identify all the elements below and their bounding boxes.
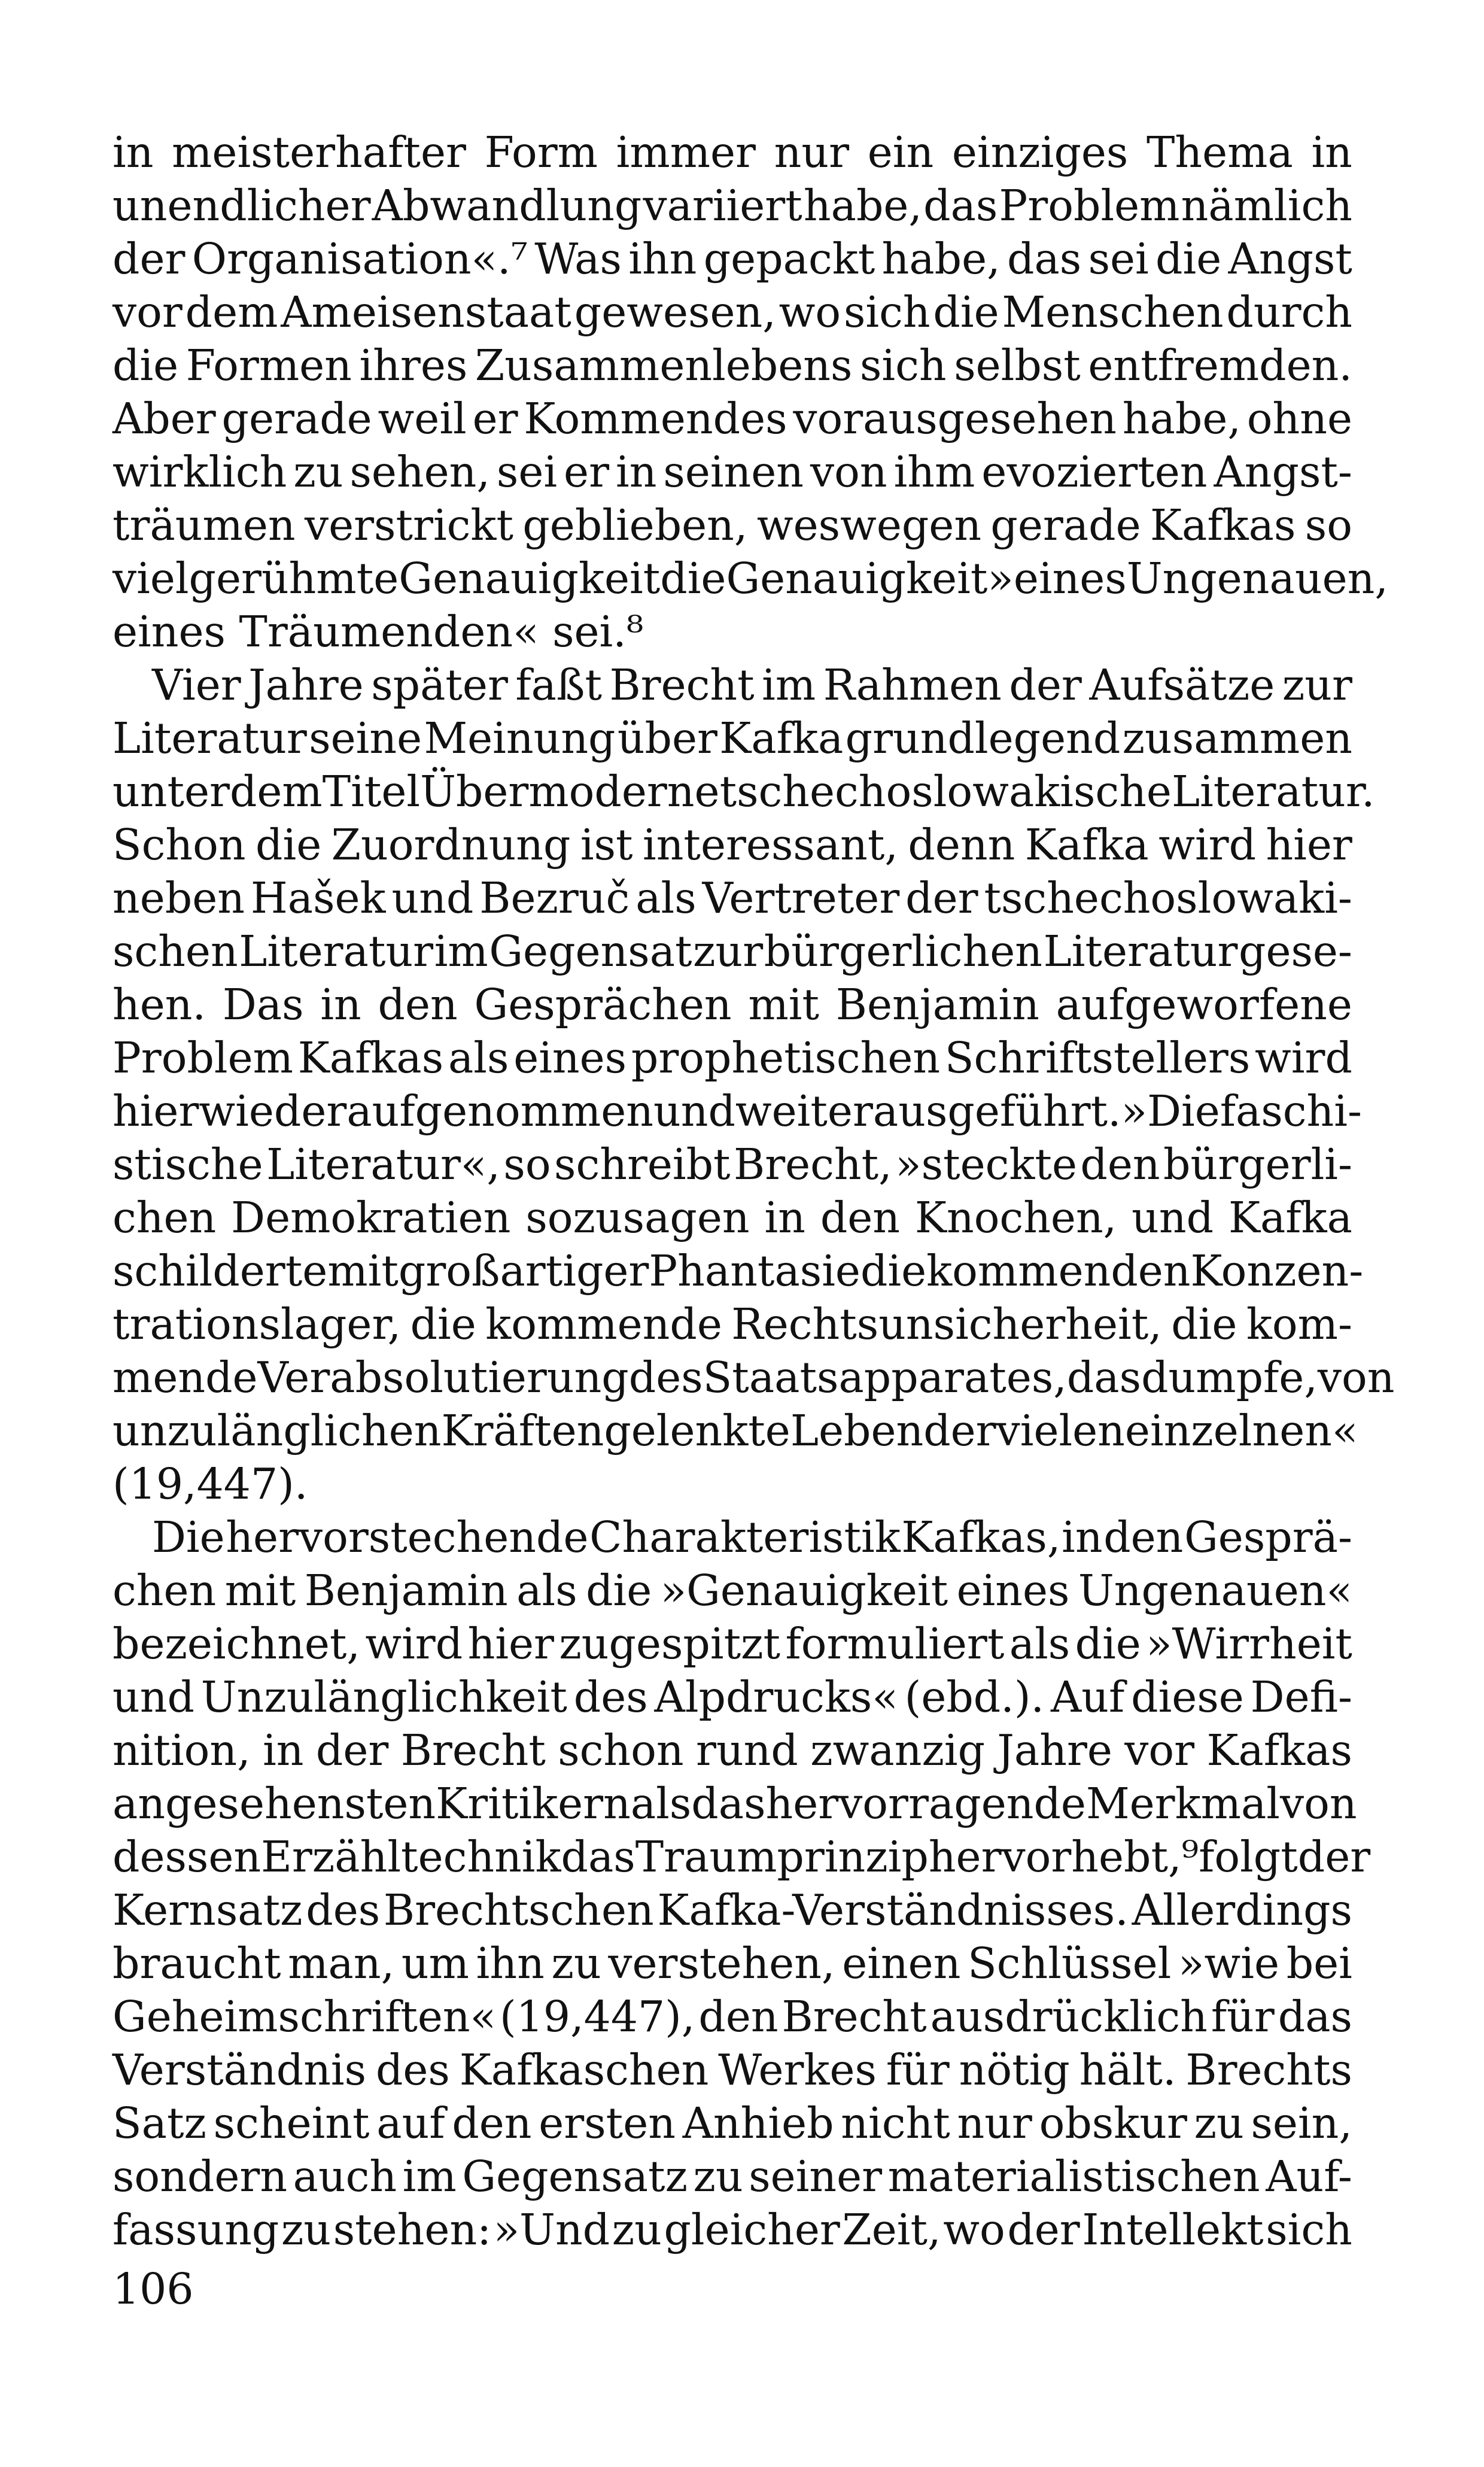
text-line: Vier Jahre später faßt Brecht im Rahmen der Aufsätze zur bbox=[152, 660, 1352, 710]
text-line: schilderte mit großartiger Phantasie die kommenden Konzen- bbox=[112, 1246, 1364, 1296]
text-line: angesehensten Kritikern als das hervorragende Merkmal von bbox=[112, 1779, 1357, 1828]
text-line: Die hervorstechende Charakteristik Kafkas, in den Gesprä- bbox=[152, 1512, 1352, 1562]
text-line: fassung zu stehen: »Und zu gleicher Zeit, wo der Intellekt sich bbox=[112, 2205, 1352, 2255]
text-line: schen Literatur im Gegensat zur bürgerlichen Literatur gese- bbox=[112, 926, 1352, 976]
text-line: trationslager, die kommende Rechtsunsicherheit, die kom- bbox=[112, 1299, 1352, 1349]
text-line: chen mit Benjamin als die »Genauigkeit eines Ungenauen« bbox=[112, 1566, 1352, 1615]
text-line: unzulänglichen Kräften gelenkte Leben der vielen einzelnen« bbox=[112, 1406, 1358, 1456]
text-line: hier wieder aufgenommen und weiter ausgeführt. »Die faschi- bbox=[112, 1086, 1362, 1136]
text-line: träumen verstrickt geblieben, weswegen gerade Kafkas so bbox=[112, 500, 1352, 550]
text-line: neben Hašek und Bezruč als Vertreter der tschechoslowaki- bbox=[112, 873, 1352, 923]
text-line: stische Literatur«, so schreibt Brecht, »steckte den bürgerli- bbox=[112, 1140, 1352, 1189]
text-line: und Unzulänglichkeit des Alpdrucks« (ebd.). Auf diese Defi- bbox=[112, 1672, 1352, 1722]
text-line: nition, in der Brecht schon rund zwanzig Jahre vor Kafkas bbox=[112, 1725, 1352, 1775]
text-line: sondern auch im Gegensatz zu seiner materialistischen Auf- bbox=[112, 2152, 1352, 2201]
body-text bbox=[112, 126, 1395, 2256]
text-line: Problem Kafkas als eines prophetischen Schriftstellers wird bbox=[112, 1033, 1352, 1083]
page-number: 106 bbox=[112, 2264, 194, 2314]
text-line: bezeichnet, wird hier zugespitzt formuliert als die »Wirrheit bbox=[112, 1619, 1352, 1669]
text-line: hen. Das in den Gesprächen mit Benjamin aufgeworfene bbox=[112, 980, 1352, 1029]
text-line: unter dem Titel Über moderne tschechoslowakische Literatur. bbox=[112, 767, 1375, 816]
text-line: Aber gerade weil er Kommendes vorausgesehen habe, ohne bbox=[112, 394, 1352, 443]
text-line: chen Demokratien sozusagen in den Knochen, und Kafka bbox=[112, 1193, 1352, 1242]
text-line: vor dem Ameisenstaat gewesen, wo sich die Menschen durch bbox=[112, 287, 1352, 337]
text-line: mende Verabsolutierung des Staatsapparates, das dumpfe, von bbox=[112, 1353, 1395, 1402]
text-line: Schon die Zuordnung ist interessant, denn Kafka wird hier bbox=[112, 820, 1352, 870]
text-line: dessen Erzähltechnik das Traumprinzip hervorhebt,⁹ folgt der bbox=[112, 1832, 1371, 1882]
text-line: (19,447). bbox=[112, 1459, 308, 1509]
text-line: unendlicher Abwandlung variiert habe, das Problem nämlich bbox=[112, 181, 1352, 230]
text-line: eines Träumenden« sei.⁸ bbox=[112, 607, 644, 657]
text-line: in meisterhafter Form immer nur ein einziges Thema in bbox=[112, 127, 1352, 177]
text-line: braucht man, um ihn zu verstehen, einen Schlüssel »wie bei bbox=[112, 1939, 1352, 1988]
text-line: der Organisation«.⁷ Was ihn gepackt habe, das sei die Angst bbox=[112, 234, 1352, 284]
text-line: wirklich zu sehen, sei er in seinen von ihm evozierten Angst- bbox=[112, 447, 1352, 497]
text-line: Literatur seine Meinung über Kafka grundlegend zusammen bbox=[112, 713, 1352, 763]
text-line: die Formen ihres Zusammenlebens sich selbst entfremden. bbox=[112, 341, 1352, 390]
text-line: Geheimschriften« (19,447), den Brecht ausdrücklich für das bbox=[112, 1992, 1352, 2041]
text-line: Satz scheint auf den ersten Anhieb nicht nur obskur zu sein, bbox=[112, 2098, 1352, 2148]
text-line: vielgerühmte Genauigkeit die Genauigkeit »eines Ungenauen, bbox=[112, 554, 1388, 603]
text-line: Kernsatz des Brechtschen Kafka-Verständnisses. Allerdings bbox=[112, 1885, 1352, 1935]
text-line: Verständnis des Kafkaschen Werkes für nötig hält. Brechts bbox=[112, 2045, 1352, 2095]
